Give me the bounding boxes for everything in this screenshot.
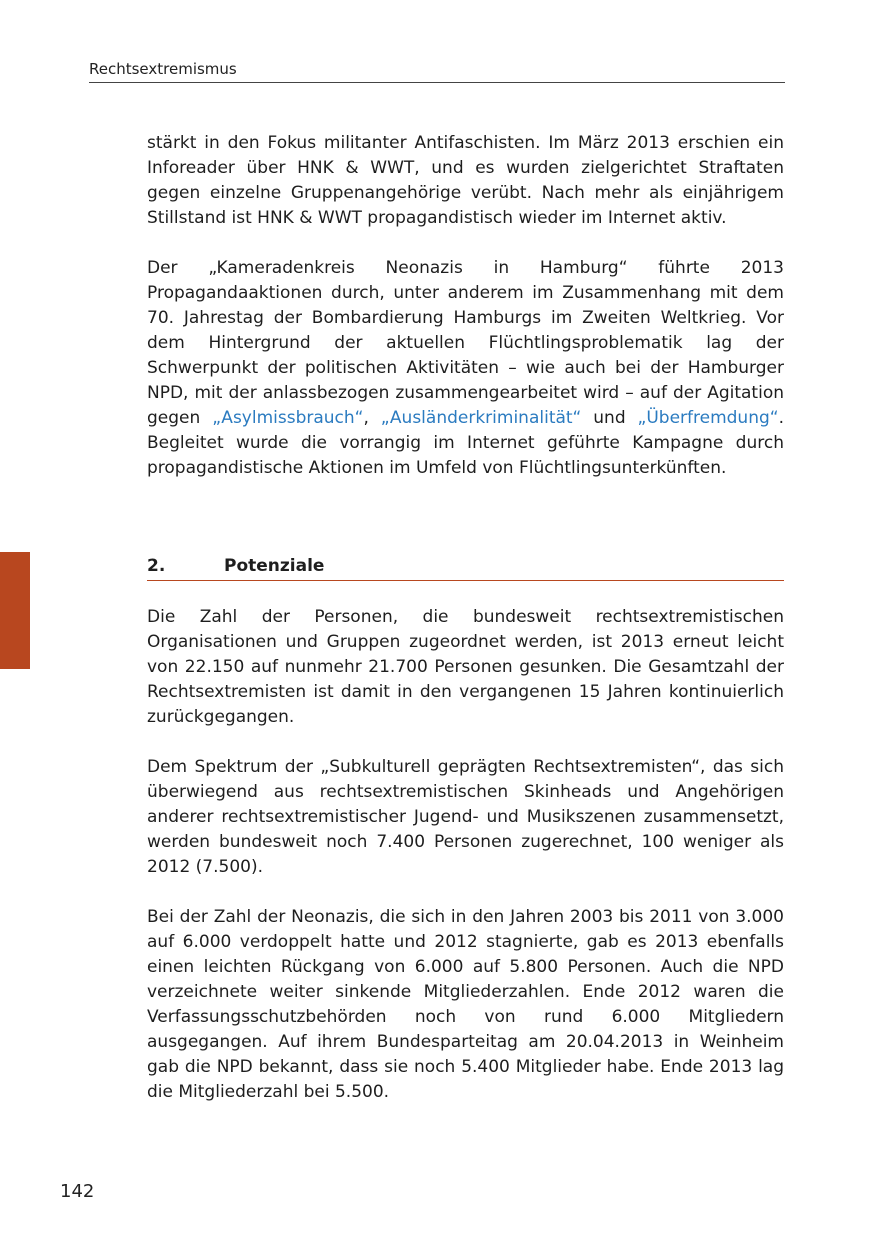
link-auslaenderkriminalitaet[interactable]: „Ausländerkriminalität“ [380,408,582,428]
header-rule [89,82,785,83]
paragraph: Bei der Zahl der Neonazis, die sich in den Jahren 2003 bis 2011 von 3.000 auf 6.000 verdoppelt hatte und 2012 stagnierte, gab es 2013 ebenfalls einen leichten Rückgang von 6.000 auf 5.800 Personen. Auch die NPD verzeichnete weiter sinkende Mitgliederzahlen. Ende 2012 waren die Verfassungsschutzbehörden noch von rund 6.000 Mitgliedern ausgegangen. Auf ihrem Bundesparteitag am 20.04.2013 in Weinheim gab die NPD bekannt, dass sie noch 5.400 Mitglieder habe. Ende 2013 lag die Mitgliederzahl bei 5.500. [147,907,784,1102]
paragraph: Die Zahl der Personen, die bundesweit rechtsextremistischen Organisationen und Gruppen zugeordnet werden, ist 2013 erneut leicht von 22.150 auf nunmehr 21.700 Personen gesunken. Die Gesamtzahl der Rechtsextremisten ist damit in den vergangenen 15 Jahren kontinuierlich zurückgegangen. [147,607,784,727]
paragraph-text: , [363,408,381,428]
paragraph-text: . Begleitet wurde die vorrangig im Internet geführte Kampagne durch propagandistische Aktionen im Umfeld von Flüchtlingsunterkünften. [147,408,784,478]
page-number: 142 [60,1181,95,1202]
paragraph [147,256,784,481]
body-text-top [147,131,784,481]
paragraph-text: und [581,408,638,428]
body-text-bottom [147,605,784,1105]
section-number: 2. [147,556,166,576]
paragraph-text: Der „Kameradenkreis Neonazis in Hamburg“ führte 2013 Propagandaaktionen durch, unter anderem im Zusammenhang mit dem 70. Jahrestag der Bombardierung Hamburgs im Zweiten Weltkrieg. Vor dem Hintergrund der aktuellen Flüchtlingsproblematik lag der Schwerpunkt der politischen Aktivitäten – wie auch bei der Hamburger NPD, mit der anlassbezogen zusammengearbeitet wird – auf der Agitation gegen [147,258,784,428]
link-ueberfremdung[interactable]: „Überfremdung“ [637,408,779,428]
link-asylmissbrauch[interactable]: „Asylmissbrauch“ [212,408,364,428]
paragraph: stärkt in den Fokus militanter Antifaschisten. Im März 2013 erschien ein Inforeader über HNK & WWT, und es wurden zielgerichtet Straftaten gegen einzelne Gruppenangehörige verübt. Nach mehr als einjährigem Stillstand ist HNK & WWT propagandistisch wieder im Internet aktiv. [147,133,784,228]
paragraph: Dem Spektrum der „Subkulturell geprägten Rechtsextremisten“, das sich überwiegend aus rechtsextremistischen Skinheads und Angehörigen anderer rechtsextremistischer Jugend- und Musikszenen zusammensetzt, werden bundesweit noch 7.400 Personen zugerechnet, 100 weniger als 2012 (7.500). [147,757,784,877]
section-heading [147,556,784,581]
running-header: Rechtsextremismus [89,60,237,78]
section-title: Potenziale [224,556,325,576]
chapter-tab-marker [0,552,30,669]
